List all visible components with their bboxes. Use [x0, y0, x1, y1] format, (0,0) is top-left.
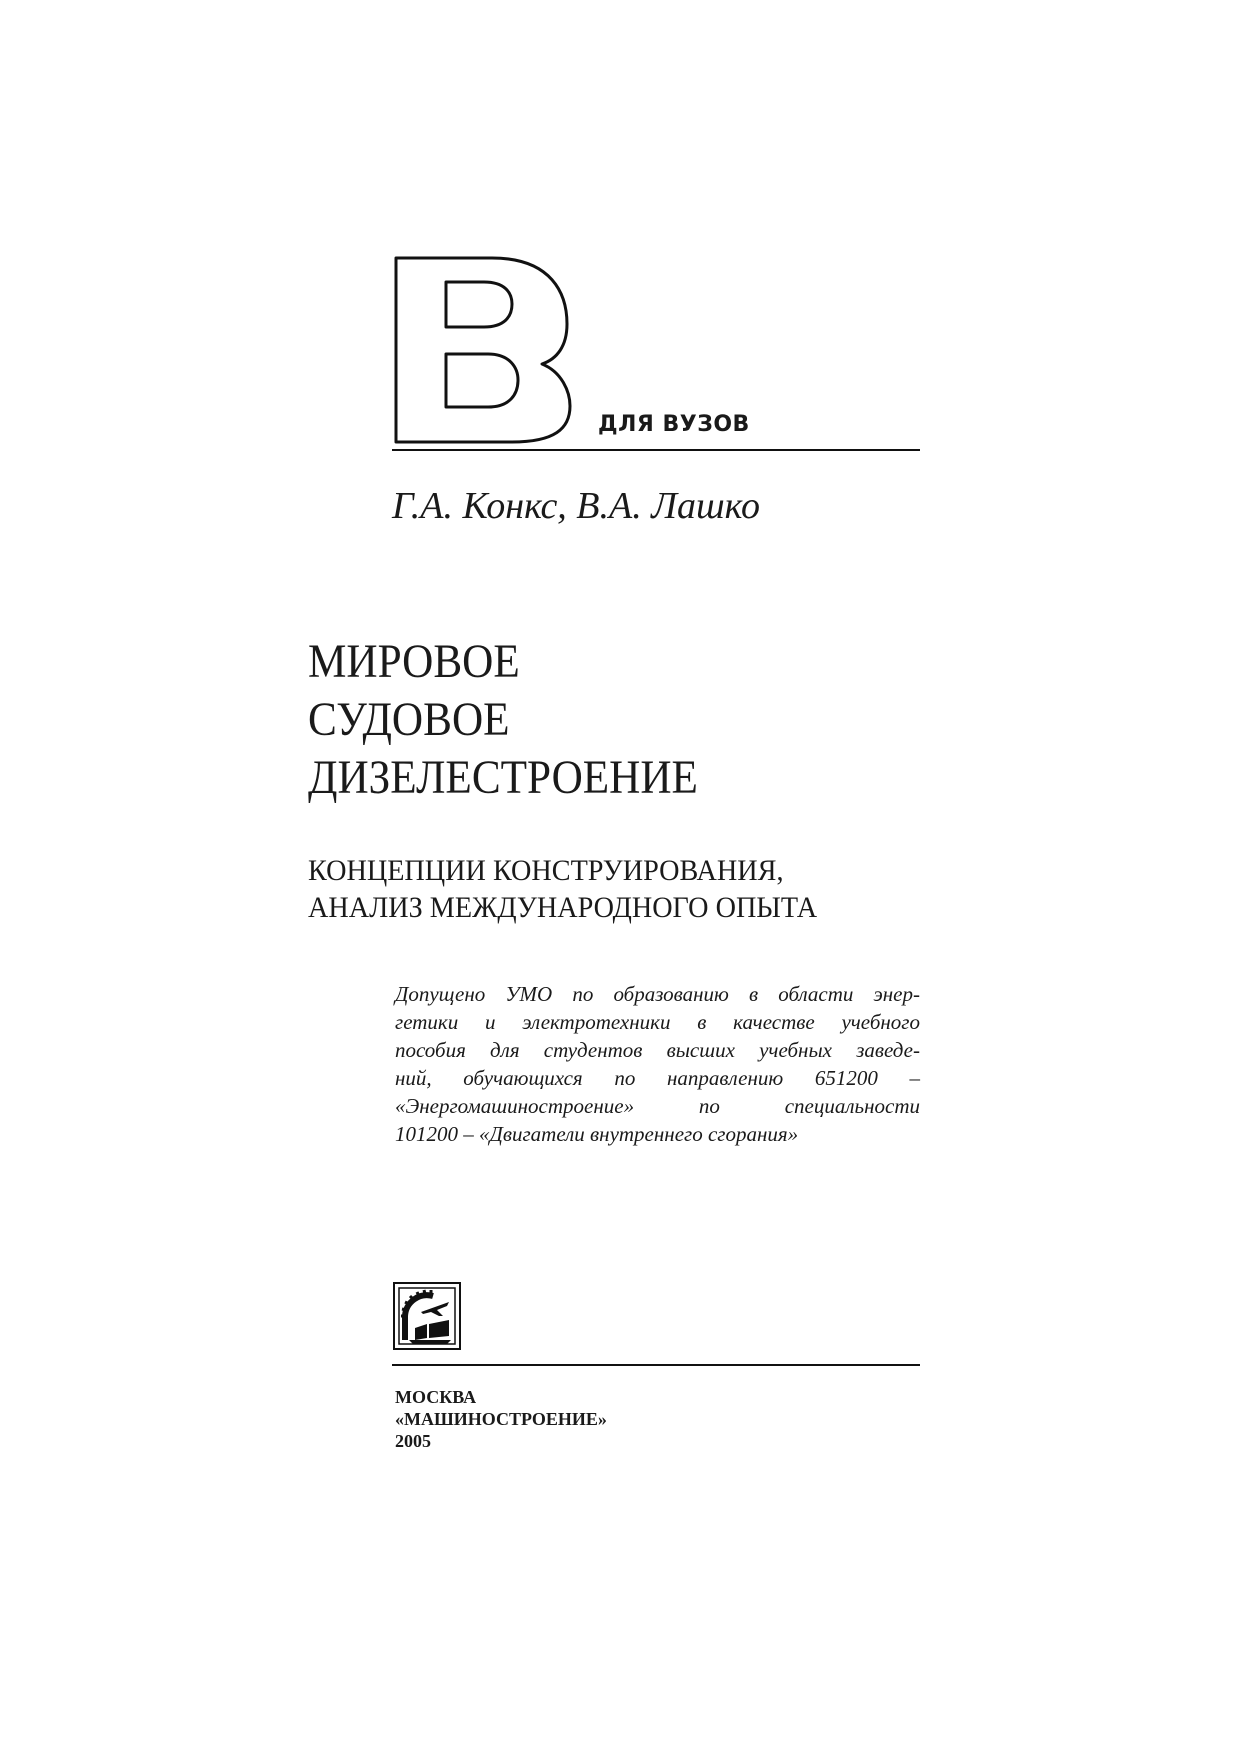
book-title: [308, 633, 698, 807]
approval-line: 101200 – «Двигатели внутреннего сгорания»: [395, 1122, 799, 1146]
approval-line: «Энергомашиностроение» по специальности: [395, 1094, 920, 1118]
imprint: [395, 1386, 607, 1452]
book-subtitle: [308, 852, 817, 926]
approval-line: гетики и электротехники в качестве учебного: [395, 1010, 920, 1034]
title-line: СУДОВОЕ: [308, 693, 510, 746]
publisher-name: «МАШИНОСТРОЕНИЕ»: [395, 1409, 607, 1429]
publisher-emblem-icon: [393, 1282, 461, 1350]
series-name: ДЛЯ ВУЗОВ: [598, 412, 750, 437]
approval-line: пособия для студентов высших учебных заведе-: [395, 1038, 920, 1062]
title-line: ДИЗЕЛЕСТРОЕНИЕ: [308, 751, 698, 804]
series-logo-icon: [392, 254, 572, 444]
top-divider: [392, 449, 920, 451]
subtitle-line: КОНЦЕПЦИИ КОНСТРУИРОВАНИЯ,: [308, 854, 784, 887]
approval-line: ний, обучающихся по направлению 651200 –: [395, 1066, 920, 1090]
approval-line: Допущено УМО по образованию в области энер-: [395, 982, 920, 1006]
subtitle-line: АНАЛИЗ МЕЖДУНАРОДНОГО ОПЫТА: [308, 891, 818, 924]
publisher-city: МОСКВА: [395, 1387, 477, 1407]
publication-year: 2005: [395, 1431, 431, 1451]
authors: Г.А. Конкс, В.А. Лашко: [392, 485, 760, 527]
approval-note: [395, 980, 920, 1148]
title-line: МИРОВОЕ: [308, 635, 520, 688]
bottom-divider: [392, 1364, 920, 1366]
